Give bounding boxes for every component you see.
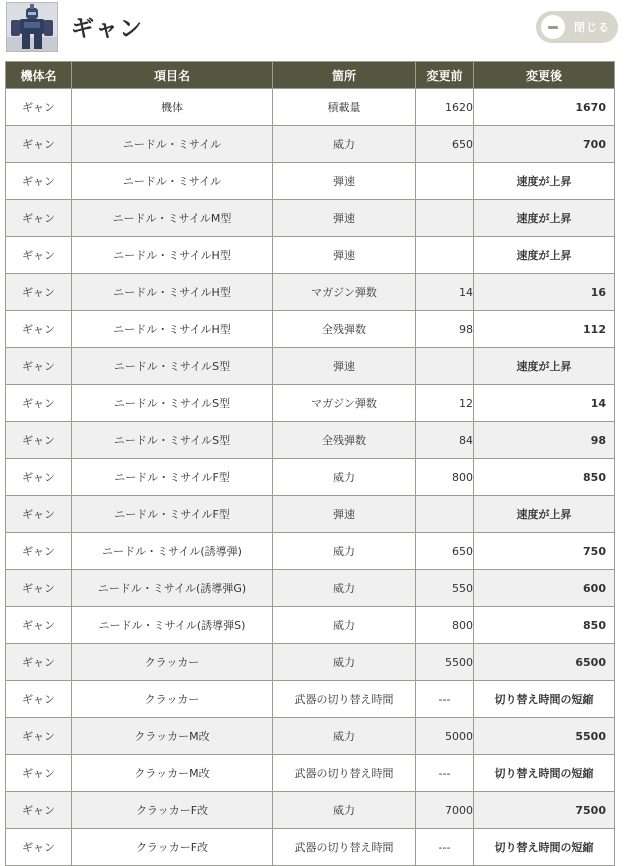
cell-location: 武器の切り替え時間: [273, 829, 416, 866]
table-row: [6, 681, 615, 718]
table-row: [6, 237, 615, 274]
cell-unit: ギャン: [6, 496, 72, 533]
cell-item: ニードル・ミサイル: [72, 163, 273, 200]
cell-unit: ギャン: [6, 163, 72, 200]
cell-item: クラッカーF改: [72, 792, 273, 829]
table-row: [6, 385, 615, 422]
cell-item: ニードル・ミサイルS型: [72, 422, 273, 459]
robot-icon: [6, 2, 58, 52]
cell-unit: ギャン: [6, 570, 72, 607]
cell-location: 威力: [273, 792, 416, 829]
cell-after: 速度が上昇: [474, 163, 615, 200]
cell-item: クラッカーM改: [72, 755, 273, 792]
table-row: [6, 644, 615, 681]
cell-before: 12: [416, 385, 474, 422]
cell-item: ニードル・ミサイルH型: [72, 311, 273, 348]
cell-before: 5500: [416, 644, 474, 681]
col-header-unit: 機体名: [6, 62, 72, 89]
cell-location: 威力: [273, 459, 416, 496]
table-row: [6, 755, 615, 792]
cell-after: 850: [474, 607, 615, 644]
col-header-location: 箇所: [273, 62, 416, 89]
cell-item: ニードル・ミサイル: [72, 126, 273, 163]
table-row: [6, 126, 615, 163]
cell-after: 切り替え時間の短縮: [474, 755, 615, 792]
cell-location: 弾速: [273, 163, 416, 200]
table-row: [6, 496, 615, 533]
cell-item: クラッカーM改: [72, 718, 273, 755]
page-title: ギャン: [71, 16, 143, 42]
cell-unit: ギャン: [6, 755, 72, 792]
cell-item: ニードル・ミサイル(誘導弾): [72, 533, 273, 570]
cell-location: 威力: [273, 533, 416, 570]
cell-after: 速度が上昇: [474, 200, 615, 237]
cell-after: 速度が上昇: [474, 237, 615, 274]
cell-location: マガジン弾数: [273, 385, 416, 422]
cell-before: [416, 348, 474, 385]
table-row: [6, 348, 615, 385]
table-row: [6, 459, 615, 496]
cell-location: 弾速: [273, 496, 416, 533]
cell-before: 650: [416, 126, 474, 163]
cell-item: ニードル・ミサイルS型: [72, 348, 273, 385]
cell-unit: ギャン: [6, 792, 72, 829]
cell-before: [416, 200, 474, 237]
cell-after: 850: [474, 459, 615, 496]
cell-unit: ギャン: [6, 644, 72, 681]
cell-after: 速度が上昇: [474, 348, 615, 385]
col-header-item: 項目名: [72, 62, 273, 89]
cell-location: 武器の切り替え時間: [273, 681, 416, 718]
cell-location: マガジン弾数: [273, 274, 416, 311]
cell-unit: ギャン: [6, 126, 72, 163]
cell-after: 14: [474, 385, 615, 422]
table-row: [6, 533, 615, 570]
cell-unit: ギャン: [6, 348, 72, 385]
cell-item: クラッカーF改: [72, 829, 273, 866]
cell-location: 威力: [273, 126, 416, 163]
table-row: [6, 718, 615, 755]
cell-unit: ギャン: [6, 829, 72, 866]
cell-before: 5000: [416, 718, 474, 755]
cell-location: 弾速: [273, 348, 416, 385]
table-row: [6, 163, 615, 200]
cell-unit: ギャン: [6, 385, 72, 422]
cell-before: [416, 163, 474, 200]
cell-unit: ギャン: [6, 533, 72, 570]
cell-unit: ギャン: [6, 681, 72, 718]
cell-item: クラッカー: [72, 681, 273, 718]
cell-before: ---: [416, 829, 474, 866]
close-button[interactable]: [536, 11, 618, 43]
table-row: [6, 274, 615, 311]
table-row: [6, 829, 615, 866]
cell-item: ニードル・ミサイルF型: [72, 496, 273, 533]
table-row: [6, 200, 615, 237]
cell-after: 切り替え時間の短縮: [474, 681, 615, 718]
cell-item: 機体: [72, 89, 273, 126]
cell-item: クラッカー: [72, 644, 273, 681]
cell-before: 650: [416, 533, 474, 570]
cell-before: 7000: [416, 792, 474, 829]
cell-item: ニードル・ミサイルS型: [72, 385, 273, 422]
cell-item: ニードル・ミサイルH型: [72, 274, 273, 311]
cell-before: 800: [416, 607, 474, 644]
cell-after: 600: [474, 570, 615, 607]
cell-location: 威力: [273, 607, 416, 644]
cell-unit: ギャン: [6, 200, 72, 237]
cell-location: 武器の切り替え時間: [273, 755, 416, 792]
cell-unit: ギャン: [6, 422, 72, 459]
col-header-before: 変更前: [416, 62, 474, 89]
cell-after: 6500: [474, 644, 615, 681]
cell-unit: ギャン: [6, 311, 72, 348]
changes-table: [5, 61, 615, 866]
cell-before: 84: [416, 422, 474, 459]
cell-after: 98: [474, 422, 615, 459]
cell-after: 切り替え時間の短縮: [474, 829, 615, 866]
cell-after: 1670: [474, 89, 615, 126]
table-row: [6, 89, 615, 126]
cell-before: 800: [416, 459, 474, 496]
close-button-label: 閉じる: [574, 21, 610, 34]
cell-before: 1620: [416, 89, 474, 126]
cell-after: 7500: [474, 792, 615, 829]
cell-item: ニードル・ミサイルM型: [72, 200, 273, 237]
cell-after: 700: [474, 126, 615, 163]
cell-before: [416, 496, 474, 533]
table-row: [6, 607, 615, 644]
cell-location: 弾速: [273, 237, 416, 274]
cell-item: ニードル・ミサイルH型: [72, 237, 273, 274]
cell-unit: ギャン: [6, 607, 72, 644]
cell-after: 750: [474, 533, 615, 570]
cell-location: 積載量: [273, 89, 416, 126]
cell-unit: ギャン: [6, 459, 72, 496]
cell-before: 98: [416, 311, 474, 348]
table-row: [6, 422, 615, 459]
cell-after: 5500: [474, 718, 615, 755]
cell-location: 弾速: [273, 200, 416, 237]
page-header: [0, 0, 630, 62]
cell-unit: ギャン: [6, 274, 72, 311]
cell-item: ニードル・ミサイル(誘導弾S): [72, 607, 273, 644]
cell-before: 14: [416, 274, 474, 311]
cell-unit: ギャン: [6, 89, 72, 126]
table-row: [6, 570, 615, 607]
cell-location: 威力: [273, 570, 416, 607]
cell-location: 威力: [273, 644, 416, 681]
cell-unit: ギャン: [6, 237, 72, 274]
cell-after: 16: [474, 274, 615, 311]
cell-before: 550: [416, 570, 474, 607]
cell-before: ---: [416, 755, 474, 792]
cell-item: ニードル・ミサイル(誘導弾G): [72, 570, 273, 607]
table-row: [6, 311, 615, 348]
cell-location: 威力: [273, 718, 416, 755]
cell-location: 全残弾数: [273, 422, 416, 459]
table-row: [6, 792, 615, 829]
cell-item: ニードル・ミサイルF型: [72, 459, 273, 496]
cell-before: ---: [416, 681, 474, 718]
cell-before: [416, 237, 474, 274]
cell-unit: ギャン: [6, 718, 72, 755]
minus-icon: [541, 15, 565, 39]
cell-after: 112: [474, 311, 615, 348]
table-header-row: [6, 62, 615, 89]
cell-after: 速度が上昇: [474, 496, 615, 533]
col-header-after: 変更後: [474, 62, 615, 89]
cell-location: 全残弾数: [273, 311, 416, 348]
